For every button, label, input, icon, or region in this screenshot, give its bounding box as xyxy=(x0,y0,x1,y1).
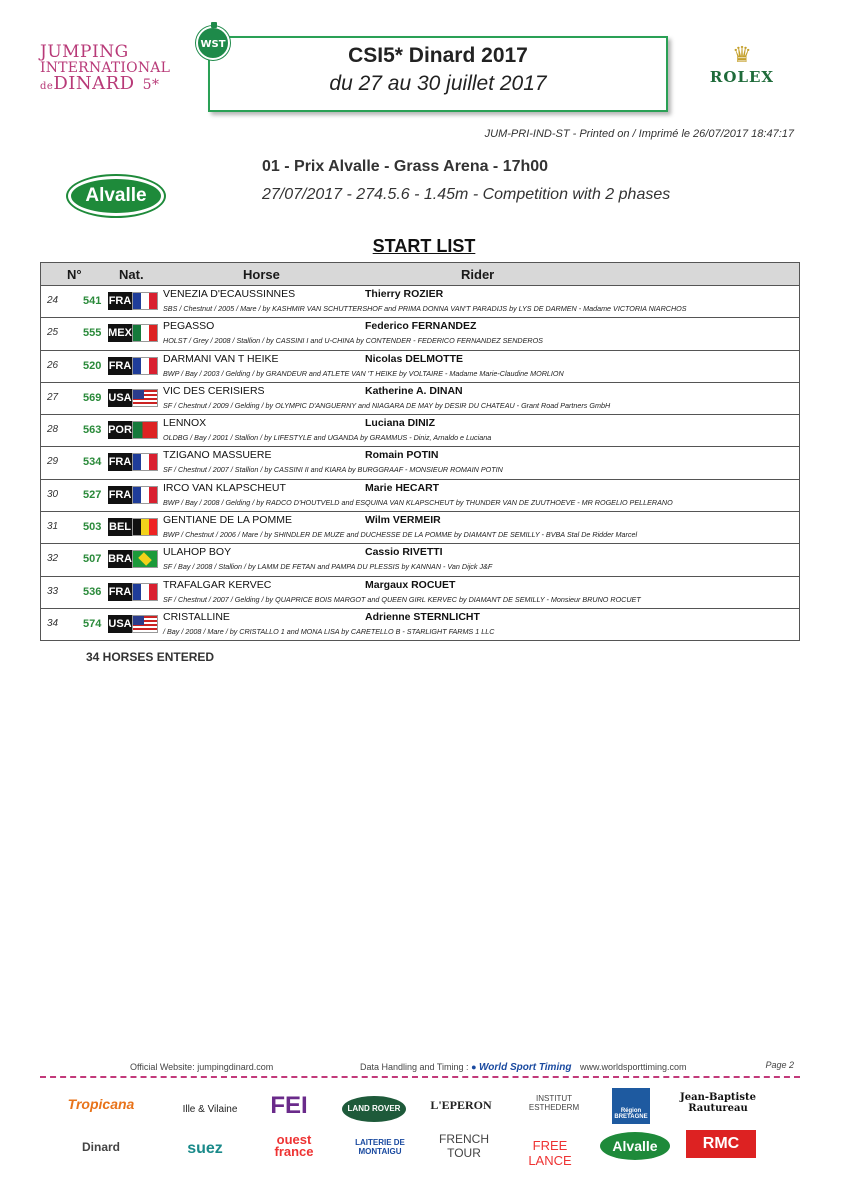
nation-flag xyxy=(108,389,158,407)
horse-name: LENNOX xyxy=(163,417,207,430)
event-title: CSI5* Dinard 2017 xyxy=(348,44,528,67)
nation-flag xyxy=(108,357,158,375)
bib-number: 520 xyxy=(83,359,102,372)
official-website: Official Website: jumpingdinard.com xyxy=(130,1062,274,1072)
nation-flag xyxy=(108,486,158,504)
rider-name: Margaux ROCUET xyxy=(365,578,456,591)
sponsor-ille-vilaine: Ille & Vilaine xyxy=(182,1104,238,1115)
table-row xyxy=(40,447,800,479)
row-number: 30 xyxy=(47,488,59,500)
nation-code: FRA xyxy=(108,486,132,504)
row-number: 27 xyxy=(47,391,59,403)
horse-details: SF / Bay / 2008 / Stallion / by LAMM DE FETAN and PAMPA DU PLESSIS by KANNAN - Van Dijck J&F xyxy=(163,562,493,572)
table-header xyxy=(40,262,800,286)
sponsor-dinard: Dinard xyxy=(81,1140,120,1154)
bib-number: 574 xyxy=(83,617,102,630)
alvalle-logo: Alvalle xyxy=(68,176,164,216)
flag-icon xyxy=(132,583,158,601)
competition-title: 01 - Prix Alvalle - Grass Arena - 17h00 xyxy=(262,158,549,175)
flag-icon xyxy=(132,550,158,568)
sponsor-strip xyxy=(60,1088,780,1168)
bib-number: 503 xyxy=(83,521,102,534)
horse-details: SF / Chestnut / 2007 / Stallion / by CASSINI II and KIARA by BURGGRAAF - MONSIEUR ROMAIN POTIN xyxy=(163,465,503,475)
sponsor-rautureau: Jean-Baptiste Rautureau xyxy=(680,1092,756,1114)
sponsor-suez: suez xyxy=(187,1140,223,1157)
rider-name: Adrienne STERNLICHT xyxy=(365,610,480,623)
flag-icon xyxy=(132,486,158,504)
bib-number: 569 xyxy=(83,391,102,404)
nation-flag xyxy=(108,583,158,601)
table-row xyxy=(40,609,800,641)
flag-icon xyxy=(132,389,158,407)
flag-icon xyxy=(132,421,158,439)
event-title-box xyxy=(208,36,668,112)
nation-code: FRA xyxy=(108,583,132,601)
horse-name: DARMANI VAN T HEIKE xyxy=(163,352,279,365)
table-row xyxy=(40,318,800,350)
rider-name: Federico FERNANDEZ xyxy=(365,320,477,333)
horse-name: TZIGANO MASSUERE xyxy=(163,449,272,462)
horse-details: SF / Chestnut / 2009 / Gelding / by OLYMPIC D'ANGUERNY and NIAGARA DE MAY by DESIR DU CHATEAU - Grant Road Partners GmbH xyxy=(163,400,611,410)
rider-name: Thierry ROZIER xyxy=(365,288,444,300)
row-number: 33 xyxy=(47,585,59,597)
rider-name: Katherine A. DINAN xyxy=(365,384,463,397)
table-row xyxy=(40,383,800,415)
logo-line-1: JUMPING xyxy=(40,42,129,62)
sponsor-french-tour: FRENCH TOUR xyxy=(439,1132,489,1160)
logo-line-2: INTERNATIONAL xyxy=(40,60,171,76)
nation-flag xyxy=(108,324,158,342)
row-number: 25 xyxy=(47,327,59,339)
horse-name: VIC DES CERISIERS xyxy=(163,384,265,397)
rider-name: Romain POTIN xyxy=(365,449,439,462)
sponsor-tropicana: Tropicana xyxy=(67,1096,135,1112)
rider-name: Wilm VERMEIR xyxy=(365,514,441,527)
table-row xyxy=(40,577,800,609)
horse-name: GENTIANE DE LA POMME xyxy=(163,514,292,527)
nation-flag xyxy=(108,518,158,536)
horse-name: PEGASSO xyxy=(163,320,215,333)
start-list-title: START LIST xyxy=(372,236,476,256)
table-row xyxy=(40,544,800,576)
horse-name: ULAHOP BOY xyxy=(163,546,232,559)
timing-url: www.worldsporttiming.com xyxy=(579,1062,687,1072)
table-row xyxy=(40,480,800,512)
printed-on: JUM-PRI-IND-ST - Printed on / Imprimé le 26/07/2017 18:47:17 xyxy=(484,128,794,140)
horse-name: CRISTALLINE xyxy=(163,610,230,623)
flag-icon xyxy=(132,292,158,310)
horse-name: TRAFALGAR KERVEC xyxy=(163,578,272,591)
flag-icon xyxy=(132,518,158,536)
event-dates: du 27 au 30 juillet 2017 xyxy=(329,72,547,95)
logo-line-3 xyxy=(40,75,168,93)
horse-details: / Bay / 2008 / Mare / by CRISTALLO 1 and MONA LISA by CARETELLO B - STARLIGHT FARMS 1 LLC xyxy=(163,626,495,636)
sponsor-free-lance: FREE LANCE xyxy=(528,1138,572,1168)
sponsor-laiterie: LAITERIE DE MONTAIGU xyxy=(355,1138,405,1156)
table-row xyxy=(40,415,800,447)
row-number: 32 xyxy=(47,553,59,565)
table-body xyxy=(40,286,800,641)
row-number: 28 xyxy=(47,424,59,436)
horse-details: BWP / Chestnut / 2006 / Mare / by SHINDLER DE MUZE and DUCHESSE DE LA POMME by DIAMANT DE SEMILLY - BVBA Stal De Ridder Marcel xyxy=(163,530,638,540)
table-row xyxy=(40,351,800,383)
nation-flag xyxy=(108,292,158,310)
nation-flag xyxy=(108,550,158,568)
flag-icon xyxy=(132,615,158,633)
wst-stopwatch-icon: WST xyxy=(196,26,230,60)
flag-icon xyxy=(132,324,158,342)
sponsor-fei: FEI xyxy=(270,1092,308,1119)
horse-details: OLDBG / Bay / 2001 / Stallion / by LIFESTYLE and UGANDA by GRAMMUS - Diniz, Arnaldo e Luciana xyxy=(163,433,492,443)
rolex-logo xyxy=(700,44,784,86)
jumping-dinard-logo xyxy=(40,42,171,100)
bib-number: 527 xyxy=(83,488,102,501)
header-rider: Rider xyxy=(461,267,495,282)
nation-code: USA xyxy=(108,615,132,633)
nation-code: USA xyxy=(108,389,132,407)
nation-code: FRA xyxy=(108,453,132,471)
nation-code: BRA xyxy=(108,550,132,568)
bib-number: 563 xyxy=(83,424,102,437)
nation-flag xyxy=(108,421,158,439)
bib-number: 534 xyxy=(83,456,102,469)
logo-line-3-suffix: 5* xyxy=(142,77,160,93)
row-number: 26 xyxy=(47,359,59,371)
footer-divider xyxy=(40,1076,800,1078)
logo-line-3-main: DINARD xyxy=(53,73,135,94)
timing-credit xyxy=(360,1062,686,1073)
header-nat: Nat. xyxy=(119,267,144,282)
table-row xyxy=(40,286,800,318)
row-number: 29 xyxy=(47,456,59,468)
page-number: Page 2 xyxy=(765,1060,794,1070)
wst-globe-icon: ● xyxy=(471,1062,477,1072)
nation-flag xyxy=(108,615,158,633)
timing-brand: World Sport Timing xyxy=(479,1062,572,1073)
rider-name: Nicolas DELMOTTE xyxy=(365,352,464,365)
rider-name: Luciana DINIZ xyxy=(365,417,436,430)
horse-details: SF / Chestnut / 2007 / Gelding / by QUAPRICE BOIS MARGOT and QUEEN GIRL KERVEC by DIAMANT DE SEMILLY - Monsieur BRUNO ROCUET xyxy=(163,594,641,604)
rider-name: Marie HECART xyxy=(365,481,440,494)
sponsor-land-rover: LAND ROVER xyxy=(342,1096,406,1122)
crown-icon: ♛ xyxy=(732,43,752,68)
row-number: 31 xyxy=(47,521,59,533)
sponsor-eperon: L'EPERON xyxy=(430,1098,492,1112)
flag-icon xyxy=(132,453,158,471)
sponsor-rmc: RMC xyxy=(686,1130,756,1158)
header-no: N° xyxy=(67,267,82,282)
nation-code: BEL xyxy=(108,518,132,536)
nation-code: FRA xyxy=(108,357,132,375)
bib-number: 536 xyxy=(83,585,102,598)
bib-number: 541 xyxy=(83,295,102,307)
rider-name: Cassio RIVETTI xyxy=(365,546,443,559)
header-horse: Horse xyxy=(243,267,280,282)
nation-flag xyxy=(108,453,158,471)
table-row xyxy=(40,512,800,544)
nation-code: POR xyxy=(108,421,132,439)
start-list-table xyxy=(40,262,800,641)
flag-icon xyxy=(132,357,158,375)
horses-entered: 34 HORSES ENTERED xyxy=(86,650,215,664)
sponsor-bretagne: Région BRETAGNE xyxy=(612,1088,650,1124)
horse-details: HOLST / Grey / 2008 / Stallion / by CASSINI I and U-CHINA by CONTENDER - FEDERICO FERNANDEZ SENDEROS xyxy=(163,336,543,346)
sponsor-ouest-france: ouest france xyxy=(274,1132,314,1159)
rolex-name: ROLEX xyxy=(709,68,775,86)
row-number: 24 xyxy=(47,295,59,306)
horse-details: BWP / Bay / 2008 / Gelding / by RADCO D'HOUTVELD and ESQUINA VAN KLAPSCHEUT by THUNDER VAN DE ZUUTHOEVE - MR ROGELIO PELLERANO xyxy=(163,497,673,507)
nation-code: MEX xyxy=(108,324,132,342)
timing-label: Data Handling and Timing : xyxy=(360,1062,469,1072)
horse-name: IRCO VAN KLAPSCHEUT xyxy=(163,481,286,494)
sponsor-esthederm: INSTITUT ESTHEDERM xyxy=(528,1094,580,1112)
row-number: 34 xyxy=(47,617,59,629)
bib-number: 507 xyxy=(83,553,102,566)
nation-code: FRA xyxy=(108,292,132,310)
horse-details: SBS / Chestnut / 2005 / Mare / by KASHMIR VAN SCHUTTERSHOF and PRIMA DONNA VAN'T PARADIJS by LYS DE DARMEN - Madame VICTORIA NIARCHOS xyxy=(163,304,687,313)
sponsor-alvalle: Alvalle xyxy=(600,1132,670,1160)
horse-details: BWP / Bay / 2003 / Gelding / by GRANDEUR and ATLETE VAN 'T HEIKE by VOLTAIRE - Madame Marie-Claudine MORLION xyxy=(163,368,564,378)
horse-name: VENEZIA D'ECAUSSINNES xyxy=(163,288,296,300)
bib-number: 555 xyxy=(83,327,102,340)
competition-subtitle: 27/07/2017 - 274.5.6 - 1.45m - Competition with 2 phases xyxy=(262,186,671,203)
logo-line-3-small: de xyxy=(40,81,54,92)
